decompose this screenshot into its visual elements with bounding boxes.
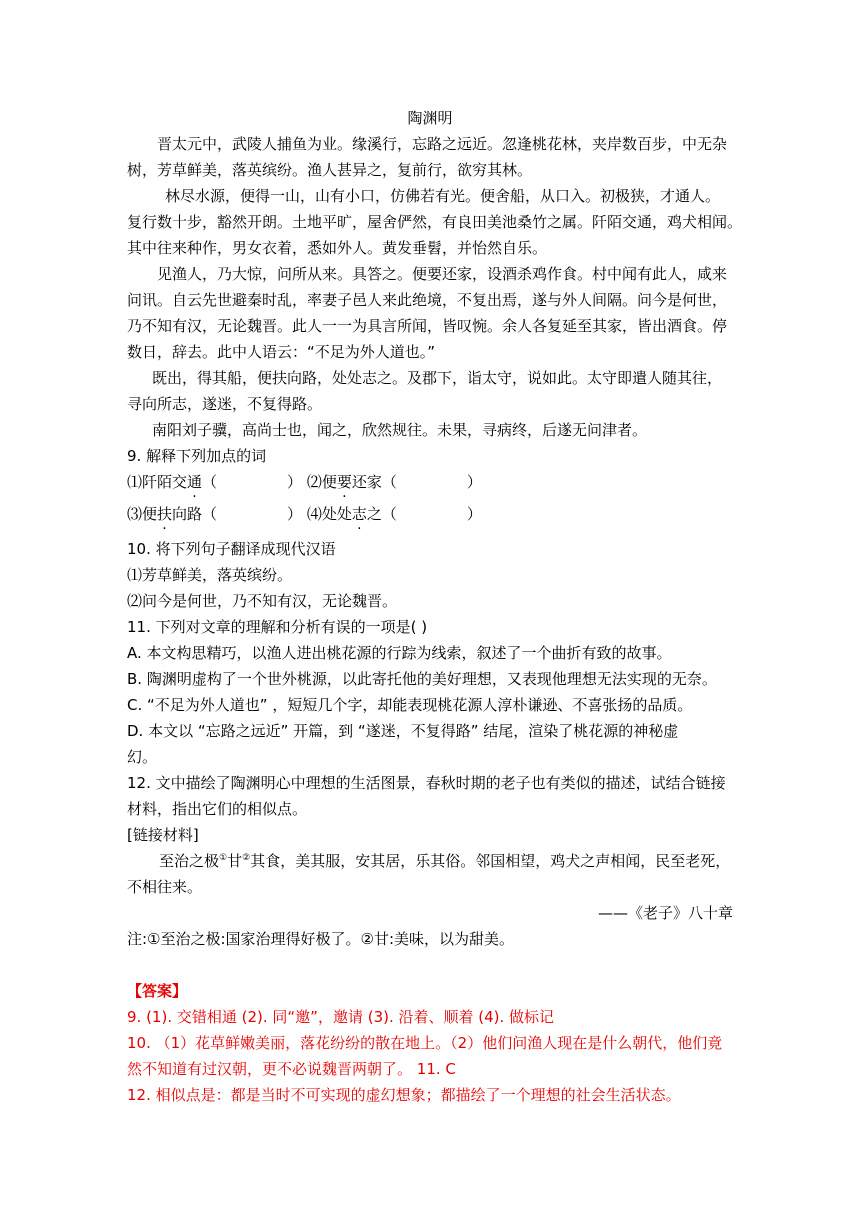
item-text: 之（ bbox=[366, 505, 397, 523]
item-text: ） bbox=[287, 473, 303, 491]
item-text: ⑵便 bbox=[306, 473, 337, 491]
passage-line: 林尽水源，便得一山，山有小口，仿佛若有光。便舍船，从口入。初极狭，才通人。 bbox=[165, 187, 721, 205]
dotted-word: 志 bbox=[351, 505, 367, 523]
question-9-stem: 9. 解释下列加点的词 bbox=[127, 447, 267, 465]
passage-line: 寻向所志，遂迷，不复得路。 bbox=[127, 395, 323, 413]
dotted-word: 通 bbox=[187, 473, 203, 491]
question-10-sentence: ⑵问今是何世，乃不知有汉，无论魏晋。 bbox=[127, 592, 398, 610]
option-a: A. 本文构思精巧，以渔人进出桃花源的行踪为线索，叙述了一个曲折有致的故事。 bbox=[127, 644, 672, 662]
item-text: ） bbox=[466, 473, 482, 491]
item-text: ⑴阡陌交 bbox=[127, 473, 188, 491]
option-d: D. 本文以 “忘路之远近” 开篇，到 “遂迷，不复得路” 结尾，渲染了桃花源的神秘虚 bbox=[127, 722, 679, 740]
footnote-marker: ① bbox=[219, 853, 228, 863]
item-text: （ bbox=[202, 473, 218, 491]
option-d-cont: 幻。 bbox=[127, 748, 158, 766]
material-note: 注:①至治之极:国家治理得好极了。②甘:美味，以为甜美。 bbox=[127, 930, 515, 948]
dotted-word: 要 bbox=[336, 473, 352, 491]
question-10-stem: 10. 将下列句子翻译成现代汉语 bbox=[127, 540, 336, 558]
question-11-stem: 11. 下列对文章的理解和分析有误的一项是( ) bbox=[127, 618, 428, 636]
answer-header: 【答案】 bbox=[127, 982, 188, 1000]
passage-line: 其中往来种作，男女衣着，悉如外人。黄发垂髫，并怡然自乐。 bbox=[127, 239, 548, 257]
option-c: C. “不足为外人道也” ，短短几个字，却能表现桃花源人淳朴谦逊、不喜张扬的品质。 bbox=[127, 696, 693, 714]
question-12-stem: 12. 文中描绘了陶渊明心中理想的生活图景，春秋时期的老子也有类似的描述，试结合链接 bbox=[127, 774, 726, 792]
question-10-sentence: ⑴芳草鲜美，落英缤纷。 bbox=[127, 566, 293, 584]
footnote-marker: ② bbox=[242, 853, 251, 863]
item-text: ⑷处处 bbox=[306, 505, 352, 523]
passage-line: 树，芳草鲜美，落英缤纷。渔人甚异之，复前行，欲穷其林。 bbox=[127, 161, 533, 179]
dotted-word: 扶 bbox=[157, 505, 173, 523]
passage-line: 问讯。自云先世避秦时乱，率妻子邑人来此绝境，不复出焉，遂与外人间隔。问今是何世， bbox=[127, 291, 728, 309]
link-material-label: [链接材料] bbox=[127, 826, 199, 844]
item-text: 向路（ bbox=[172, 505, 218, 523]
passage-line: 数日，辞去。此中人语云：“不足为外人道也。” bbox=[127, 343, 436, 361]
question-12-stem-cont: 材料，指出它们的相似点。 bbox=[127, 800, 308, 818]
question-9-items-row2 bbox=[127, 501, 733, 527]
answer-12: 12. 相似点是：都是当时不可实现的虚幻想象；都描绘了一个理想的社会生活状态。 bbox=[127, 1086, 681, 1104]
answer-10: 10. （1）花草鲜嫩美丽，落花纷纷的散在地上。（2）他们问渔人现在是什么朝代，他们竟 bbox=[127, 1034, 723, 1052]
material-text: 其食，美其服，安其居，乐其俗。邻国相望，鸡犬之声相闻，民至老死， bbox=[250, 852, 731, 870]
material-text: 甘 bbox=[227, 852, 243, 870]
passage-title: 陶渊明 bbox=[407, 109, 453, 127]
item-text: 还家（ bbox=[351, 473, 397, 491]
material-source: ——《老子》八十章 bbox=[597, 904, 733, 922]
material-text: 至治之极 bbox=[159, 852, 220, 870]
answer-10-cont: 然不知道有过汉朝，更不必说魏晋两朝了。 11. C bbox=[127, 1060, 456, 1078]
passage-line: 复行数十步，豁然开朗。土地平旷，屋舍俨然，有良田美池桑竹之属。阡陌交通，鸡犬相闻。 bbox=[127, 213, 743, 231]
answer-9: 9. (1). 交错相通 (2). 同“邀”，邀请 (3). 沿着、顺着 (4). 做标记 bbox=[127, 1008, 555, 1026]
passage-line: 晋太元中，武陵人捕鱼为业。缘溪行，忘路之远近。忽逢桃花林，夹岸数百步，中无杂 bbox=[157, 135, 728, 153]
passage-line: 南阳刘子骥，高尚士也，闻之，欣然规往。未果，寻病终，后遂无问津者。 bbox=[152, 421, 648, 439]
passage-line: 既出，得其船，便扶向路，处处志之。及郡下，诣太守，说如此。太守即遣人随其往， bbox=[152, 369, 723, 387]
item-text: ） bbox=[466, 505, 482, 523]
option-b: B. 陶渊明虚构了一个世外桃源，以此寄托他的美好理想，又表现他理想无法实现的无奈。 bbox=[127, 670, 717, 688]
link-material-text-cont: 不相往来。 bbox=[127, 878, 203, 896]
question-9-items-row1 bbox=[127, 469, 733, 495]
passage-line: 见渔人，乃大惊，问所从来。具答之。便要还家，设酒杀鸡作食。村中闻有此人，咸来 bbox=[157, 265, 728, 283]
item-text: ） bbox=[287, 505, 303, 523]
item-text: ⑶便 bbox=[127, 505, 158, 523]
link-material-text bbox=[127, 848, 765, 874]
passage-line: 乃不知有汉，无论魏晋。此人一一为具言所闻，皆叹惋。余人各复延至其家，皆出酒食。停 bbox=[127, 317, 728, 335]
